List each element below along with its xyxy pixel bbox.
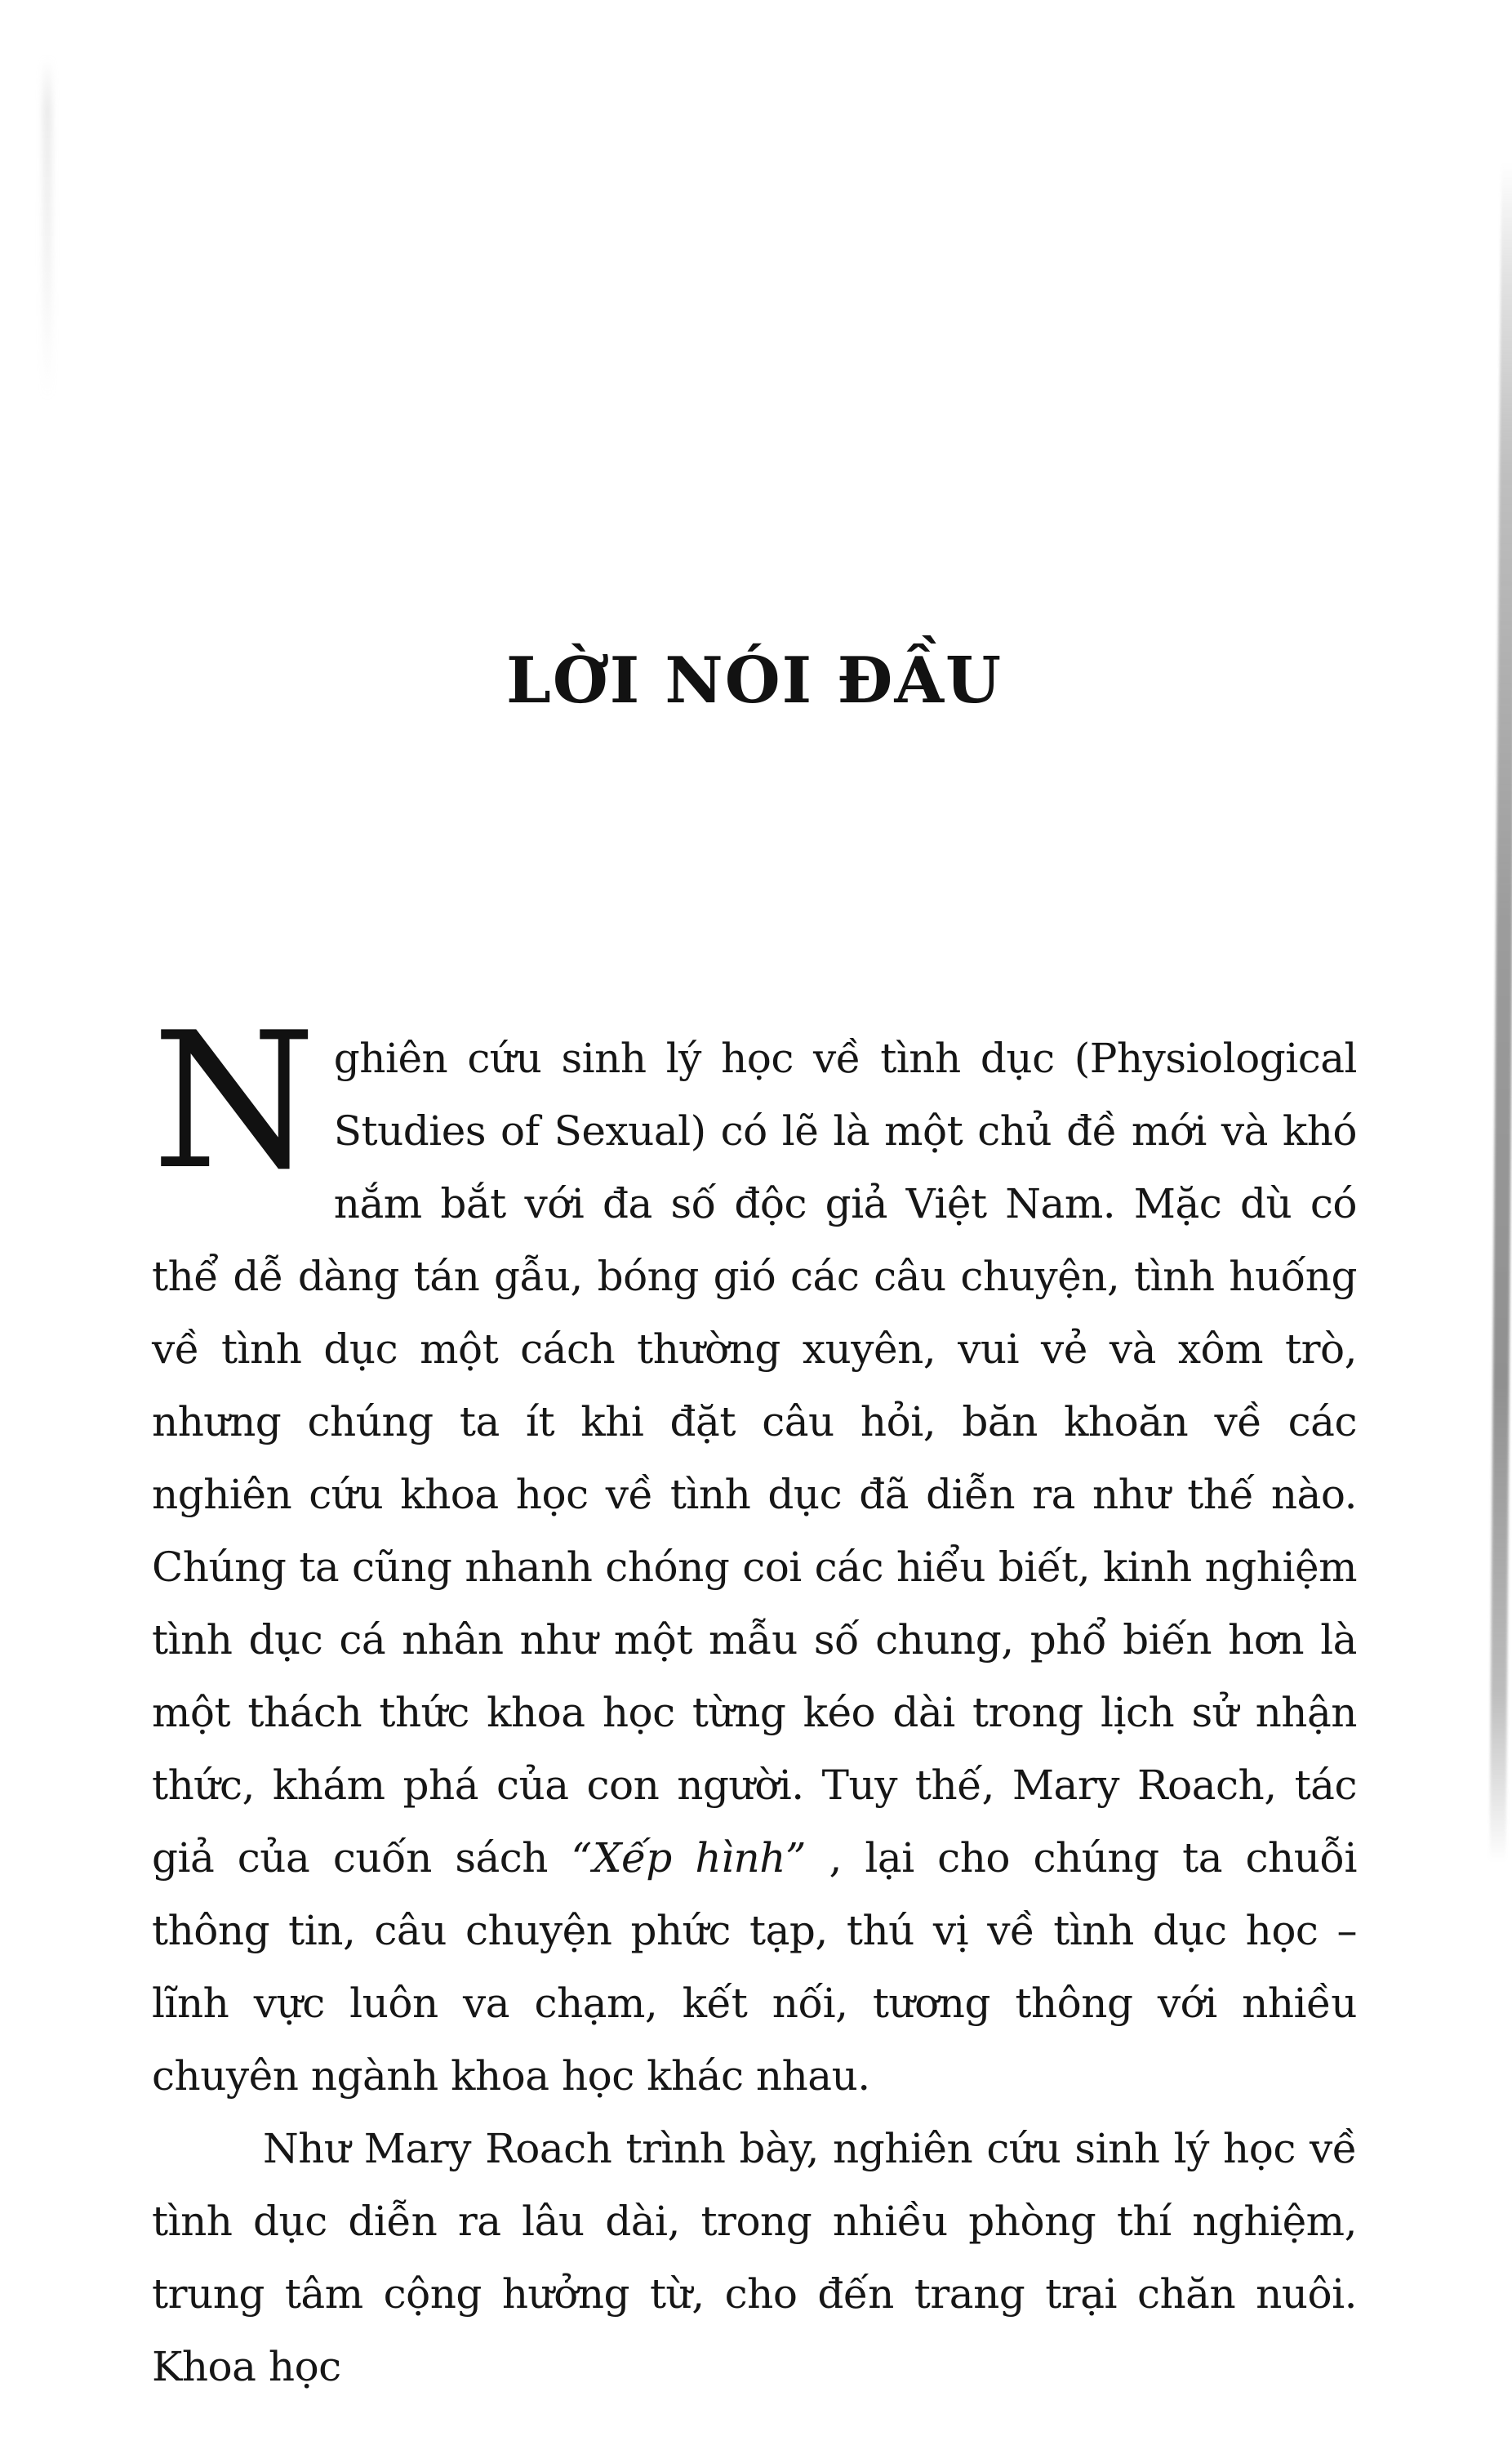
paragraph-1-text-start: ghiên cứu sinh lý học về tình dục (Physiological Studies of Sexual) có lẽ là một chủ đề mới và khó nắm bắt với đa số độc giả Việt Nam. Mặc dù có thể dễ dàng tán gẫu, bóng gió các câu chuyện, tình huống về tình dục một cách thường xuyên, vui vẻ và xôm trò, nhưng chúng ta ít khi đặt câu hỏi, băn khoăn về các nghiên cứu khoa học về tình dục đã diễn ra như thế nào. Chúng ta cũng nhanh chóng coi các hiểu biết, kinh nghiệm tình dục cá nhân như một mẫu số chung, phổ biến hơn là một thách thức khoa học từng kéo dài trong lịch sử nhận thức, khám phá của con người. Tuy thế, Mary Roach, tác giả của cuốn sách (152, 1035, 1357, 1882)
body-text (152, 993, 1358, 2403)
paragraph-1 (152, 993, 1358, 2113)
book-title-italic: “Xếp hình” (571, 1834, 806, 1882)
paragraph-1-text-end: , lại cho chúng ta chuỗi thông tin, câu chuyện phức tạp, thú vị về tình dục học – lĩnh vực luôn va chạm, kết nối, tương thông với nhiều chuyên ngành khoa học khác nhau. (152, 1834, 1358, 2100)
scan-streak-left (42, 57, 52, 400)
page-title: LỜI NÓI ĐẦU (505, 644, 1003, 718)
drop-cap: N (152, 993, 316, 1211)
paragraph-2 (152, 2113, 1357, 2403)
scan-shadow-right-edge (1489, 163, 1512, 1862)
paragraph-2-text: Như Mary Roach trình bày, nghiên cứu sinh lý học về tình dục diễn ra lâu dài, trong nhiều phòng thí nghiệm, trung tâm cộng hưởng từ, cho đến trang trại chăn nuôi. Khoa học (152, 2125, 1357, 2390)
